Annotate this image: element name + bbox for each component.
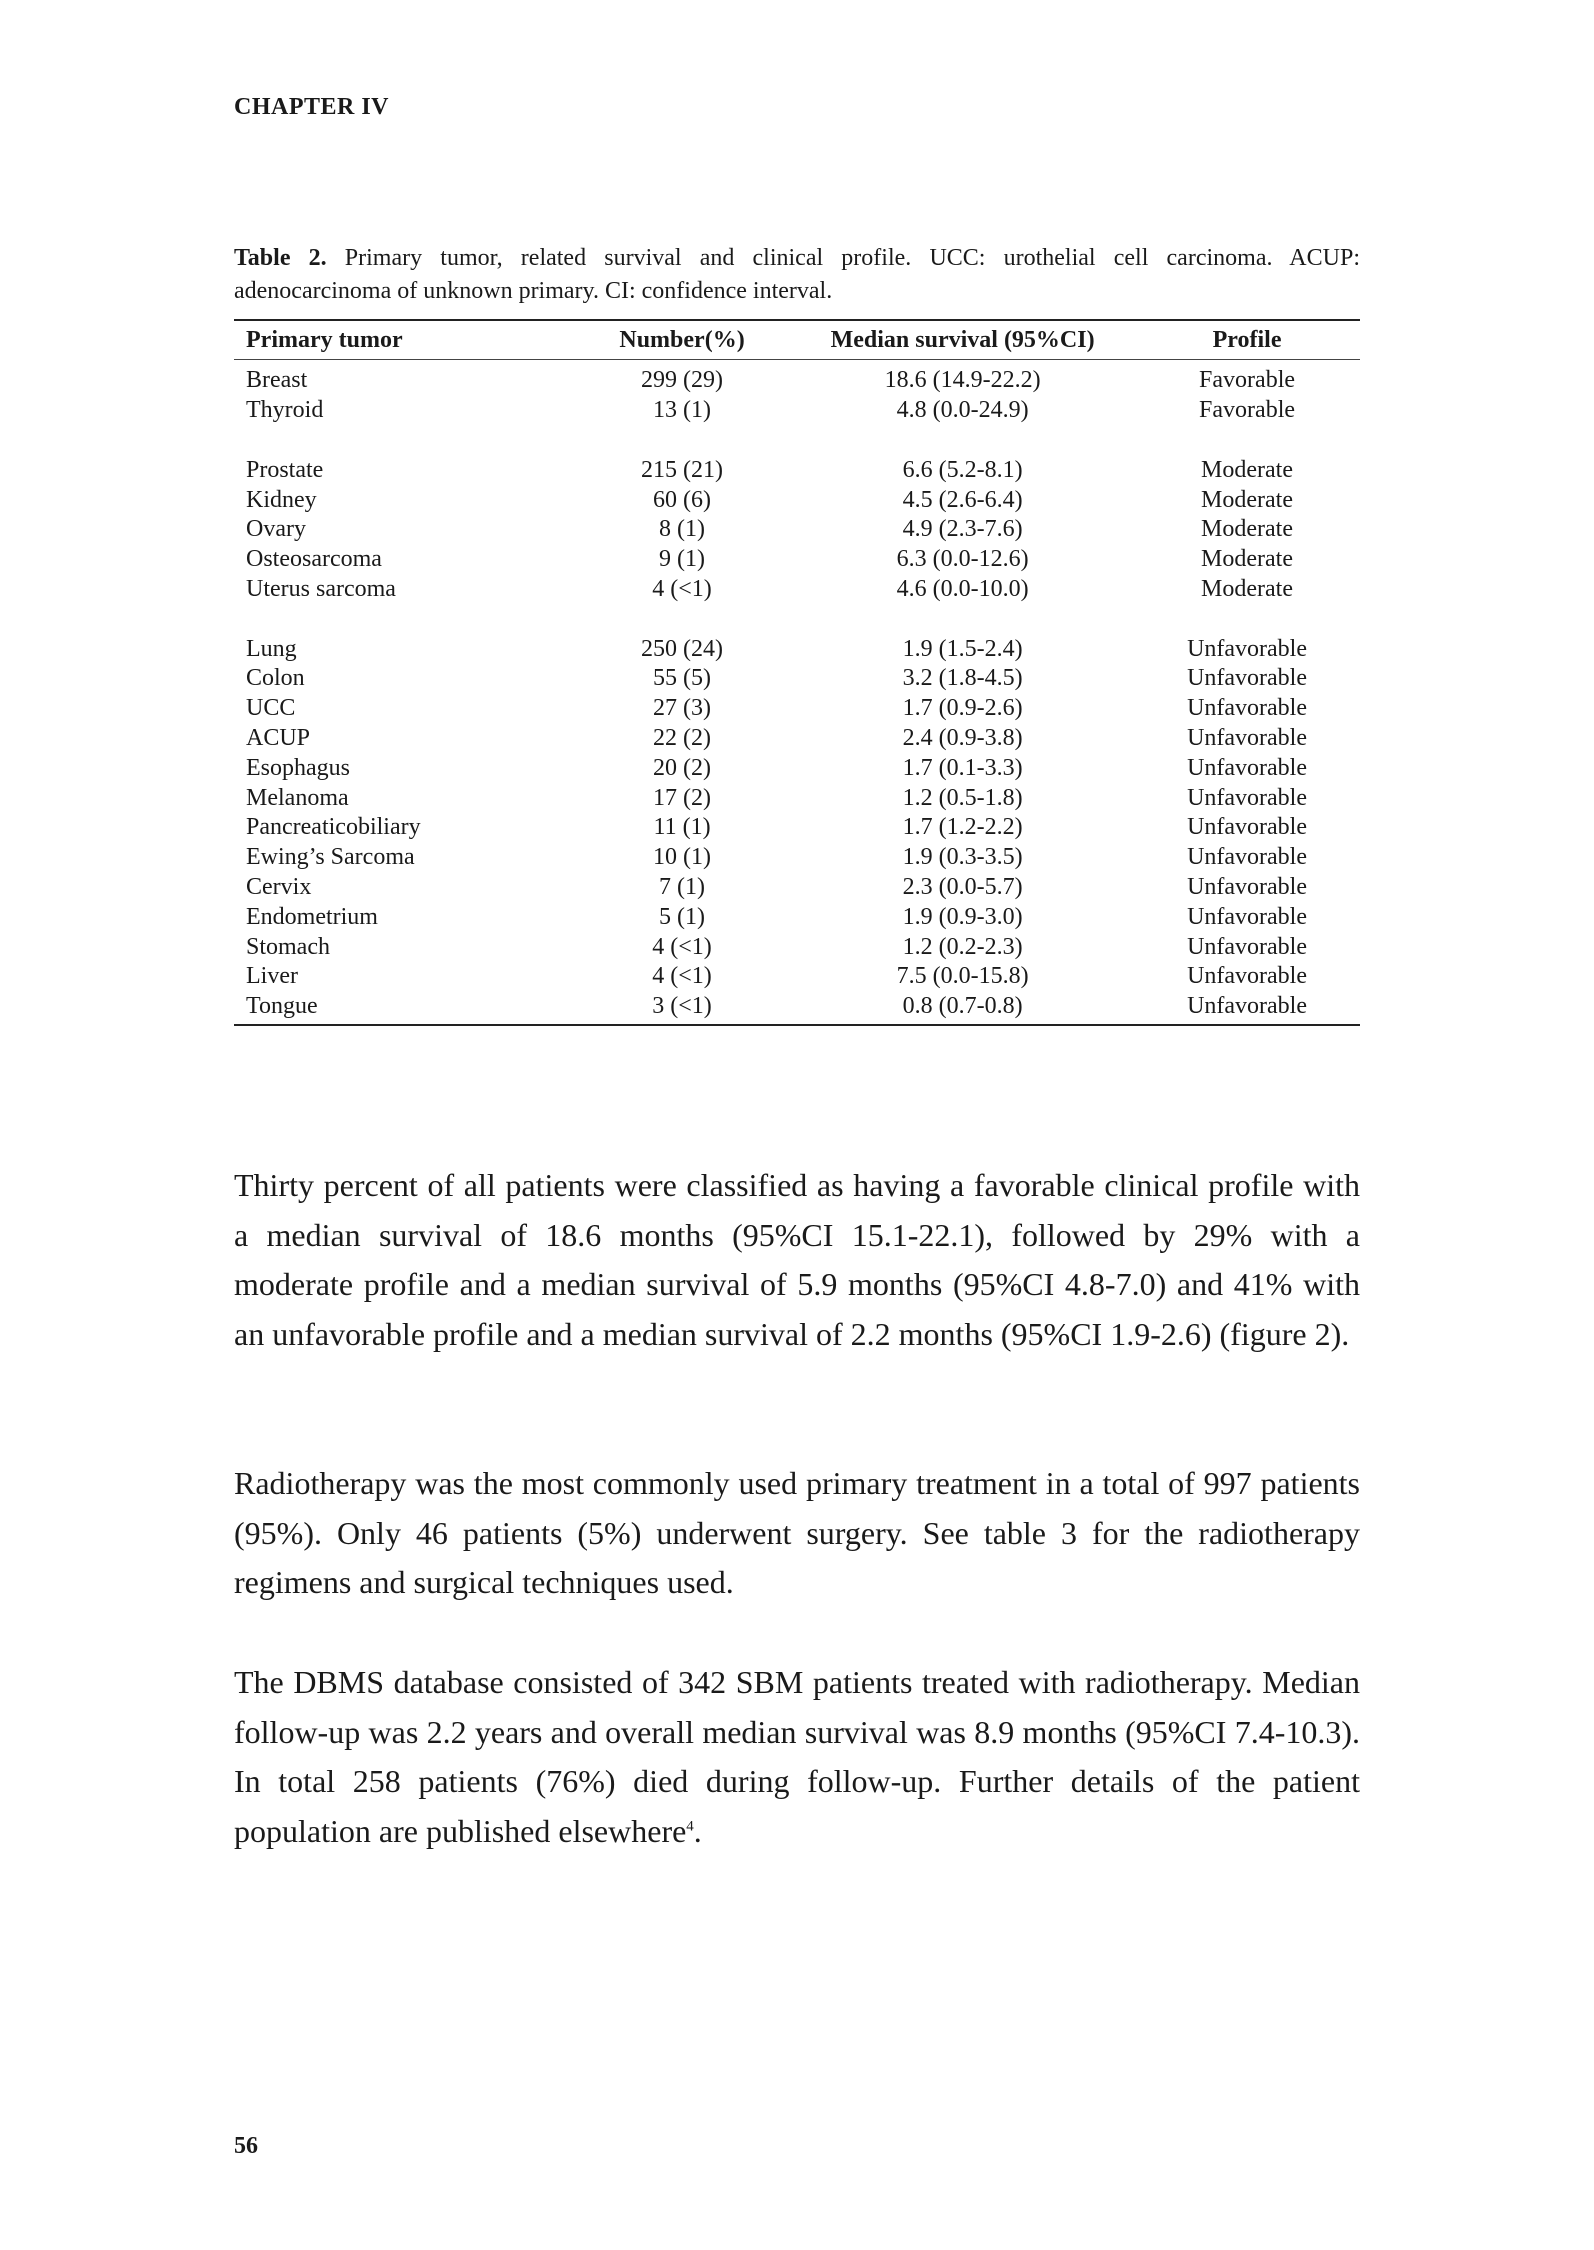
paragraph-radiotherapy: Radiotherapy was the most commonly used primary treatment in a total of 997 patients (95%). Only 46 patients (5%) underwent surgery. See table 3 for the radiotherapy regimens and surgical techniques used. <box>234 1465 1360 1600</box>
cell-profile: Unfavorable <box>1187 993 1308 1020</box>
group-spacer-cell <box>234 604 1360 634</box>
cell-profile: Moderate <box>1201 486 1294 513</box>
cell-number: 250 (24) <box>641 635 724 662</box>
table-row <box>234 783 1360 813</box>
cell-primary-tumor: Uterus sarcoma <box>246 575 396 602</box>
table-row <box>234 813 1360 843</box>
cell-median-survival: 4.6 (0.0-10.0) <box>896 575 1029 602</box>
cell-profile: Unfavorable <box>1187 635 1308 662</box>
cell-primary-tumor: Melanoma <box>246 784 349 811</box>
cell-primary-tumor: UCC <box>246 695 296 722</box>
cell-primary-tumor: Stomach <box>246 933 330 960</box>
cell-profile: Moderate <box>1201 546 1294 573</box>
cell-primary-tumor: Ewing’s Sarcoma <box>246 844 415 871</box>
table-row <box>234 664 1360 694</box>
cell-number: 11 (1) <box>653 814 711 841</box>
cell-primary-tumor: Tongue <box>246 993 318 1020</box>
cell-primary-tumor: Breast <box>246 367 308 394</box>
cell-median-survival: 4.8 (0.0-24.9) <box>896 397 1029 424</box>
cell-median-survival: 1.7 (1.2-2.2) <box>902 814 1023 841</box>
cell-median-survival: 1.9 (1.5-2.4) <box>902 635 1023 662</box>
cell-profile: Unfavorable <box>1187 933 1308 960</box>
cell-median-survival: 6.6 (5.2-8.1) <box>902 456 1023 483</box>
cell-number: 55 (5) <box>653 665 712 692</box>
cell-profile: Unfavorable <box>1187 784 1308 811</box>
table-row <box>234 545 1360 575</box>
column-header-primary-tumor: Primary tumor <box>234 320 573 360</box>
reference-superscript: 4 <box>686 1817 694 1834</box>
cell-number: 22 (2) <box>653 724 712 751</box>
cell-profile: Favorable <box>1199 367 1296 394</box>
chapter-header: CHAPTER IV <box>234 94 390 120</box>
table-row <box>234 575 1360 605</box>
cell-number: 7 (1) <box>659 873 706 900</box>
cell-primary-tumor: Thyroid <box>246 397 324 424</box>
cell-number: 5 (1) <box>659 903 706 930</box>
cell-median-survival: 3.2 (1.8-4.5) <box>902 665 1023 692</box>
cell-median-survival: 1.9 (0.9-3.0) <box>902 903 1023 930</box>
cell-median-survival: 4.5 (2.6-6.4) <box>902 486 1023 513</box>
table-row <box>234 724 1360 754</box>
cell-number: 3 (<1) <box>652 993 712 1020</box>
cell-number: 9 (1) <box>659 546 706 573</box>
cell-median-survival: 1.2 (0.2-2.3) <box>902 933 1023 960</box>
table-row <box>234 694 1360 724</box>
table-caption <box>234 242 1360 308</box>
cell-primary-tumor: ACUP <box>246 724 311 751</box>
cell-number: 13 (1) <box>653 397 712 424</box>
cell-profile: Moderate <box>1201 516 1294 543</box>
cell-median-survival: 1.2 (0.5-1.8) <box>902 784 1023 811</box>
table-row <box>234 873 1360 903</box>
cell-primary-tumor: Kidney <box>246 486 317 513</box>
cell-median-survival: 0.8 (0.7-0.8) <box>902 993 1023 1020</box>
cell-median-survival: 1.9 (0.3-3.5) <box>902 844 1023 871</box>
cell-median-survival: 4.9 (2.3-7.6) <box>902 516 1023 543</box>
cell-median-survival: 6.3 (0.0-12.6) <box>896 546 1029 573</box>
cell-profile: Unfavorable <box>1187 903 1308 930</box>
column-header-profile: Profile <box>1134 320 1360 360</box>
cell-number: 215 (21) <box>641 456 724 483</box>
table-header-row <box>234 320 1360 360</box>
paragraph-dbms-database <box>234 1658 1360 1856</box>
paragraph-dbms-end: . <box>693 1812 702 1849</box>
cell-number: 4 (<1) <box>652 963 712 990</box>
cell-primary-tumor: Endometrium <box>246 903 378 930</box>
paragraph-favorable-profile: Thirty percent of all patients were classified as having a favorable clinical profile with a median survival of 18.6 months (95%CI 15.1-22.1), followed by 29% with a moderate profile and a median survival of 5.9 months (95%CI 4.8-7.0) and 41% with an unfavorable profile and a median survival of 2.2 months (95%CI 1.9-2.6) (figure 2). <box>234 1167 1360 1352</box>
cell-primary-tumor: Lung <box>246 635 297 662</box>
cell-profile: Unfavorable <box>1187 724 1308 751</box>
cell-profile: Moderate <box>1201 575 1294 602</box>
cell-profile: Moderate <box>1201 456 1294 483</box>
cell-median-survival: 7.5 (0.0-15.8) <box>896 963 1029 990</box>
table-row <box>234 992 1360 1025</box>
cell-primary-tumor: Osteosarcoma <box>246 546 382 573</box>
cell-primary-tumor: Esophagus <box>246 754 350 781</box>
table-body <box>234 360 1360 1025</box>
table-row <box>234 932 1360 962</box>
cell-profile: Favorable <box>1199 397 1296 424</box>
cell-profile: Unfavorable <box>1187 814 1308 841</box>
column-header-number: Number(%) <box>573 320 791 360</box>
cell-number: 4 (<1) <box>652 933 712 960</box>
cell-profile: Unfavorable <box>1187 963 1308 990</box>
group-spacer-row <box>234 604 1360 634</box>
table-row <box>234 396 1360 426</box>
table-caption-text: Primary tumor, related survival and clinical profile. UCC: urothelial cell carcinoma. ACUP: adenocarcinoma of unknown primary. CI: confidence interval. <box>234 245 1360 304</box>
cell-primary-tumor: Cervix <box>246 873 312 900</box>
column-header-median-survival: Median survival (95%CI) <box>791 320 1134 360</box>
cell-number: 299 (29) <box>641 367 724 394</box>
cell-number: 60 (6) <box>653 486 712 513</box>
page-number: 56 <box>234 2133 258 2159</box>
cell-profile: Unfavorable <box>1187 873 1308 900</box>
cell-median-survival: 2.4 (0.9-3.8) <box>902 724 1023 751</box>
paragraph-dbms-text: The DBMS database consisted of 342 SBM patients treated with radiotherapy. Median follow-up was 2.2 years and overall median survival was 8.9 months (95%CI 7.4-10.3). In total 258 patients (76%) died during follow-up. Further details of the patient population are published elsewhere <box>234 1664 1360 1849</box>
table-row <box>234 902 1360 932</box>
group-spacer-cell <box>234 426 1360 456</box>
cell-number: 20 (2) <box>653 754 712 781</box>
table-row <box>234 843 1360 873</box>
cell-primary-tumor: Ovary <box>246 516 306 543</box>
cell-profile: Unfavorable <box>1187 754 1308 781</box>
table-row <box>234 962 1360 992</box>
table-row <box>234 753 1360 783</box>
cell-number: 10 (1) <box>653 844 712 871</box>
cell-primary-tumor: Liver <box>246 963 298 990</box>
cell-profile: Unfavorable <box>1187 665 1308 692</box>
cell-median-survival: 18.6 (14.9-22.2) <box>884 367 1041 394</box>
table-row <box>234 515 1360 545</box>
cell-median-survival: 2.3 (0.0-5.7) <box>902 873 1023 900</box>
table-row <box>234 455 1360 485</box>
cell-number: 17 (2) <box>653 784 712 811</box>
table-row <box>234 485 1360 515</box>
survival-table <box>234 319 1360 1026</box>
group-spacer-row <box>234 426 1360 456</box>
cell-primary-tumor: Pancreaticobiliary <box>246 814 421 841</box>
table-row <box>234 634 1360 664</box>
cell-number: 27 (3) <box>653 695 712 722</box>
cell-number: 8 (1) <box>659 516 706 543</box>
cell-primary-tumor: Colon <box>246 665 305 692</box>
cell-profile: Unfavorable <box>1187 695 1308 722</box>
table-caption-label: Table 2. <box>234 245 327 271</box>
cell-number: 4 (<1) <box>652 575 712 602</box>
cell-median-survival: 1.7 (0.1-3.3) <box>902 754 1023 781</box>
cell-median-survival: 1.7 (0.9-2.6) <box>902 695 1023 722</box>
cell-primary-tumor: Prostate <box>246 456 324 483</box>
table-row <box>234 360 1360 396</box>
cell-profile: Unfavorable <box>1187 844 1308 871</box>
